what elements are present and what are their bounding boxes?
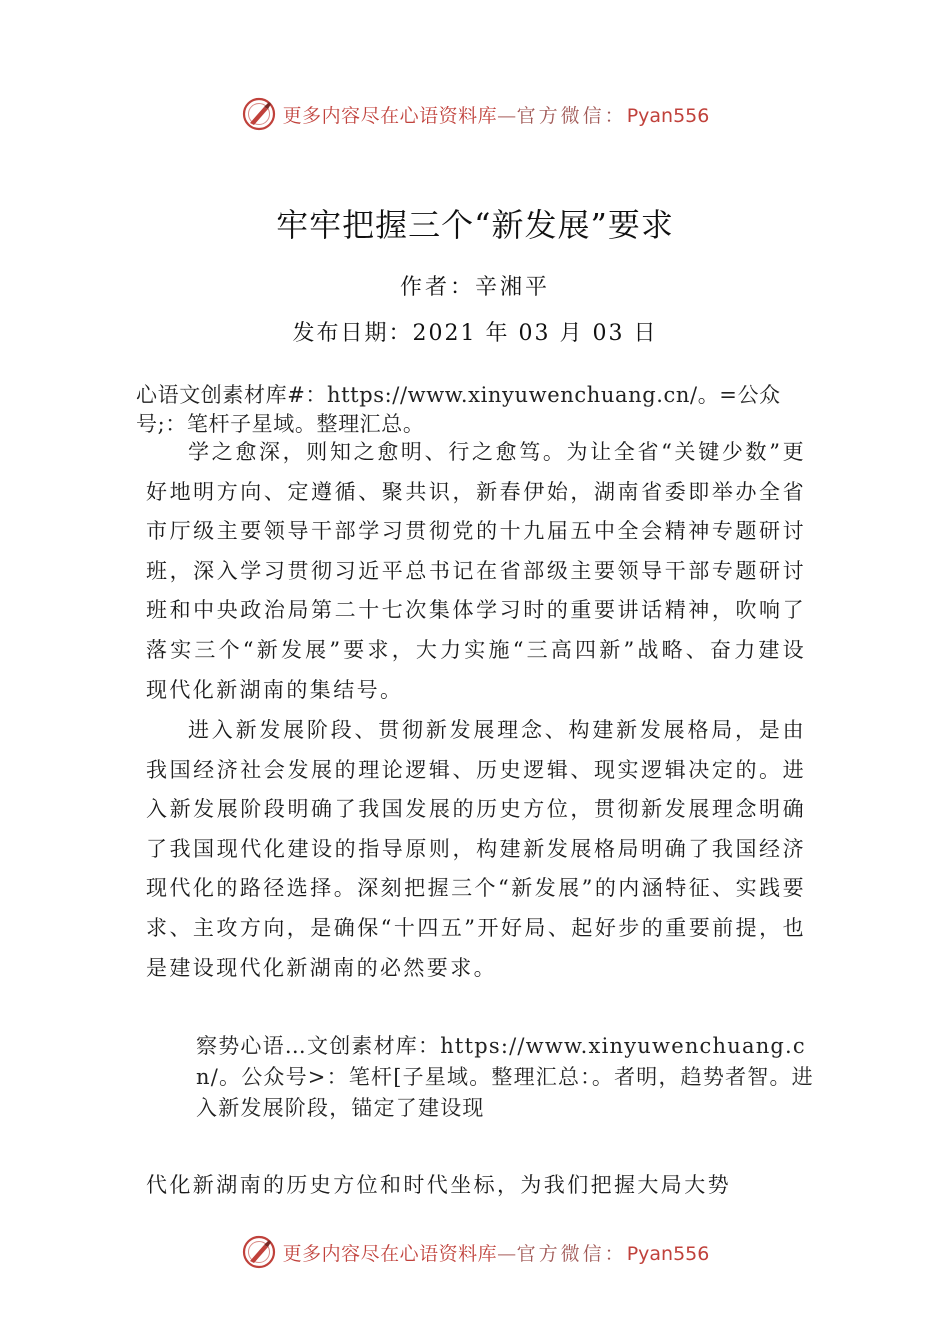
article-date: 发布日期：2021 年 03 月 03 日 <box>292 321 658 346</box>
banner-wechat-id: Pyan556 <box>626 104 710 127</box>
banner-separator: — <box>497 104 517 127</box>
paragraph-1: 学之愈深，则知之愈明、行之愈笃。为让全省“关键少数”更好地明方向、定遵循、聚共识，新春伊始，湖南省委即举办全省市厅级主要领导干部学习贯彻党的十九届五中全会精神专题研讨班，深入学习贯彻习近平总书记在省部级主要领导干部专题研讨班和中央政治局第二十七次集体学习时的重要讲话精神，吹响了落实三个“新发展”要求，大力实施“三高四新”战略、奋力建设现代化新湖南的集结号。 <box>146 440 806 702</box>
brush-seal-icon <box>241 96 277 132</box>
banner-wechat-label: 官方微信： <box>516 104 627 127</box>
quote-note: 察势心语…文创素材库：https://www.xinyuwenchuang.cn/。公众号>：笔杆[子星域。整理汇总：。者明，趋势者智。进入新发展阶段，锚定了建设现 <box>196 1034 814 1120</box>
banner-main-text: 更多内容尽在心语资料库 <box>282 1242 498 1265</box>
banner-main-text: 更多内容尽在心语资料库 <box>282 104 498 127</box>
banner-wechat-id: Pyan556 <box>626 1242 710 1265</box>
article-author: 作者：辛湘平 <box>399 275 550 300</box>
footer-watermark-banner <box>0 1230 950 1274</box>
banner-text <box>283 101 710 128</box>
continuation-line: 代化新湖南的历史方位和时代坐标，为我们把握大局大势 <box>146 1173 731 1197</box>
banner-text <box>283 1239 710 1266</box>
article-title: 牢牢把握三个“新发展”要求 <box>276 206 674 244</box>
banner-wechat-label: 官方微信： <box>516 1242 627 1265</box>
paragraph-2: 进入新发展阶段、贯彻新发展理念、构建新发展格局，是由我国经济社会发展的理论逻辑、历史逻辑、现实逻辑决定的。进入新发展阶段明确了我国发展的历史方位，贯彻新发展理念明确了我国现代化建设的指导原则，构建新发展格局明确了我国经济现代化的路径选择。深刻把握三个“新发展”的内涵特征、实践要求、主攻方向，是确保“十四五”开好局、起好步的重要前提，也是建设现代化新湖南的必然要求。 <box>146 718 806 980</box>
brush-seal-icon <box>241 1234 277 1270</box>
banner-separator: — <box>497 1242 517 1265</box>
source-note: 心语文创素材库#：https://www.xinyuwenchuang.cn/。=公众号;：笔杆子星域。整理汇总。 <box>136 383 781 436</box>
header-watermark-banner <box>0 92 950 136</box>
